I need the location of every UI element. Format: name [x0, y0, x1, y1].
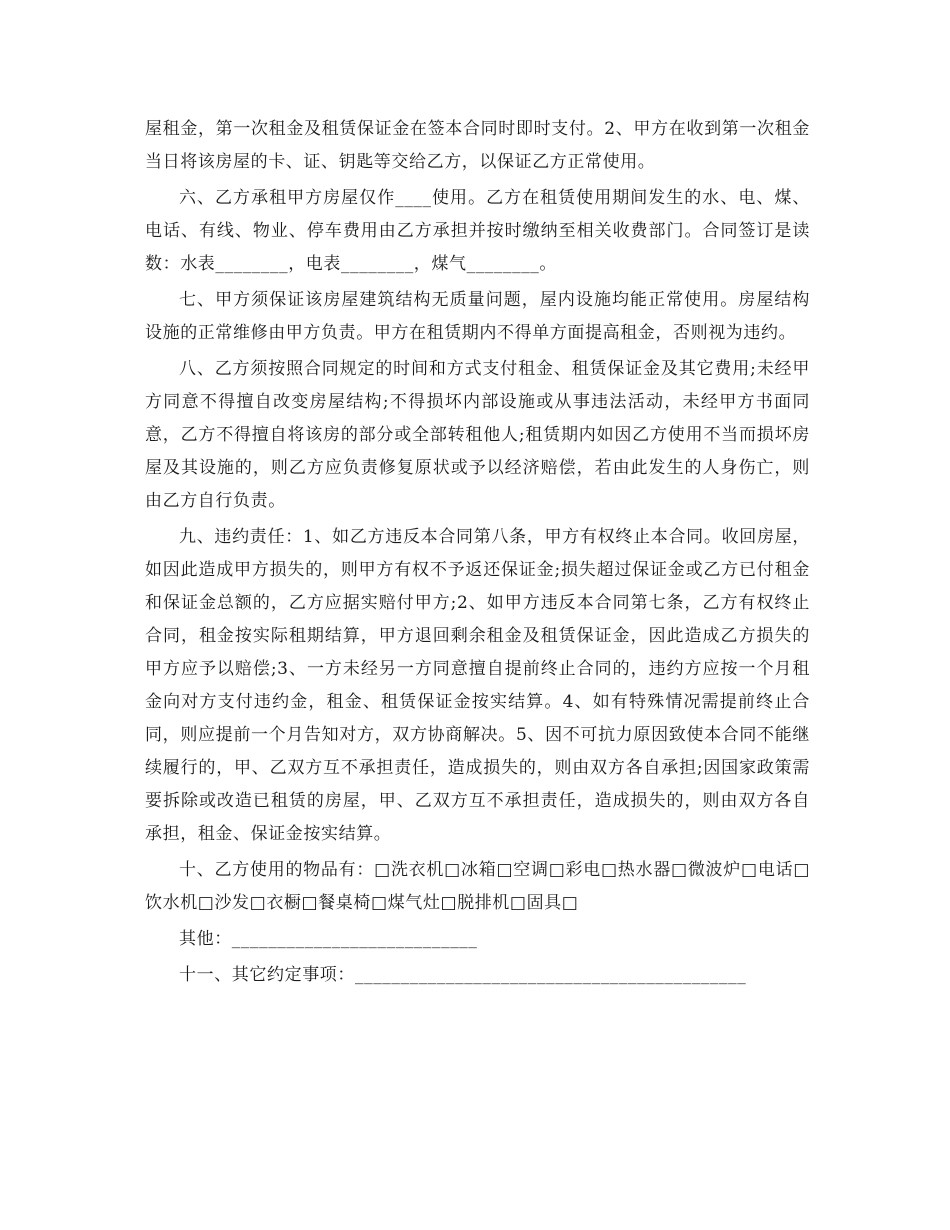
paragraph-rent-payment: 屋租金，第一次租金及租赁保证金在签本合同时即时支付。2、甲方在收到第一次租金当日将该房屋的卡、证、钥匙等交给乙方，以保证乙方正常使用。 [145, 119, 810, 172]
paragraph-other: 其他：___________________________ [179, 929, 478, 949]
paragraph-clause-8: 八、乙方须按照合同规定的时间和方式支付租金、租赁保证金及其它费用;未经甲方同意不得擅自改变房屋结构;不得损坏内部设施或从事违法活动，未经甲方书面同意，乙方不得擅自将该房的部分或全部转租他人;租赁期内如因乙方使用不当而损坏房屋及其设施的，则乙方应负责修复原状或予以经济赔偿，若由此发生的人身伤亡，则由乙方自行负责。 [145, 359, 810, 511]
document-body [145, 113, 810, 992]
paragraph-clause-7: 七、甲方须保证该房屋建筑结构无质量问题，屋内设施均能正常使用。房屋结构设施的正常维修由甲方负责。甲方在租赁期内不得单方面提高租金，否则视为违约。 [145, 290, 810, 343]
paragraph-clause-11: 十一、其它约定事项：___________________________________________ [179, 965, 747, 985]
paragraph-clause-10: 十、乙方使用的物品有：□洗衣机□冰箱□空调□彩电□热水器□微波炉□电话□饮水机□沙发□衣橱□餐桌椅□煤气灶□脱排机□固具□ [145, 860, 810, 913]
paragraph-clause-6: 六、乙方承租甲方房屋仅作____使用。乙方在租赁使用期间发生的水、电、煤、电话、有线、物业、停车费用由乙方承担并按时缴纳至相关收费部门。合同签订是读数：水表________，电表________，煤气________。 [145, 188, 810, 274]
paragraph-clause-9: 九、违约责任：1、如乙方违反本合同第八条，甲方有权终止本合同。收回房屋，如因此造成甲方损失的，则甲方有权不予返还保证金;损失超过保证金或乙方已付租金和保证金总额的，乙方应据实赔付甲方;2、如甲方违反本合同第七条，乙方有权终止合同，租金按实际租期结算，甲方退回剩余租金及租赁保证金，因此造成乙方损失的甲方应予以赔偿;3、一方未经另一方同意擅自提前终止合同的，违约方应按一个月租金向对方支付违约金，租金、租赁保证金按实结算。4、如有特殊情况需提前终止合同，则应提前一个月告知对方，双方协商解决。5、因不可抗力原因致使本合同不能继续履行的，甲、乙双方互不承担责任，造成损失的，则由双方各自承担;因国家政策需要拆除或改造已租赁的房屋，甲、乙双方互不承担责任，造成损失的，则由双方各自承担，租金、保证金按实结算。 [145, 527, 810, 844]
